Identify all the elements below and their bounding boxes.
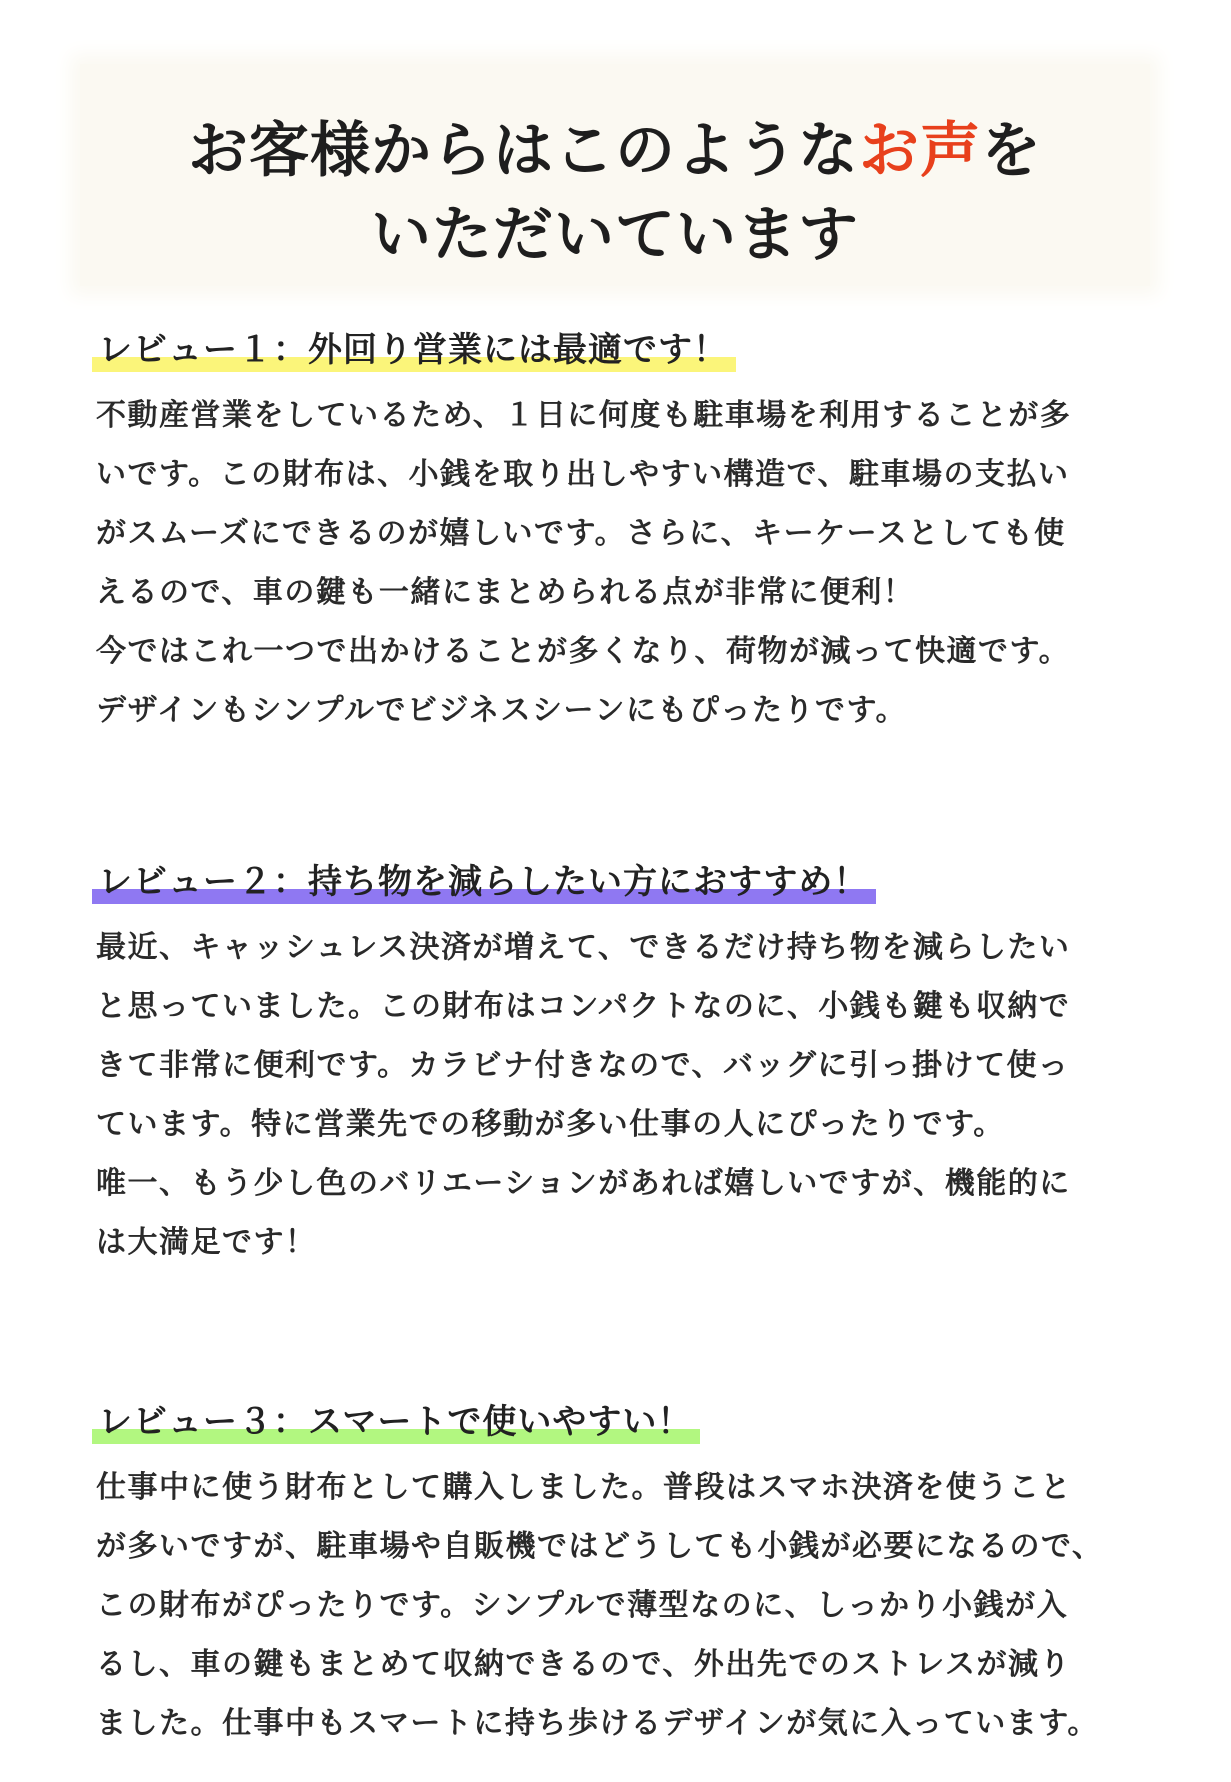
review-body: 最近、キャッシュレス決済が増えて、できるだけ持ち物を減らしたい と思っていました。この財布はコンパクトなのに、小銭も鍵も収納で きて非常に便利です。カラビナ付きなので、バッグに引っ掛けて使っ ています。特に営業先での移動が多い仕事の人にぴったりです。 唯一、もう少し色のバリエーションがあれば嬉しいですが、機能的に は大満足です！ (96, 930, 1071, 1260)
review-1 (92, 328, 1142, 740)
title-line2: いただいています (371, 200, 859, 270)
review-body: 不動産営業をしているため、１日に何度も駐車場を利用することが多 いです。この財布は、小銭を取り出しやすい構造で、駐車場の支払い がスムーズにできるのが嬉しいです。さらに、キーケースとしても使 えるので、車の鍵も一緒にまとめられる点が非常に便利！ 今ではこれ一つで出かけることが多くなり、荷物が減って快適です。 デザインもシンプルでビジネスシーンにもぴったりです。 (96, 398, 1072, 728)
page-title (80, 64, 1150, 277)
review-heading: レビュー３：スマートで使いやすい！ (92, 1400, 700, 1444)
review-2 (92, 860, 1142, 1272)
title-part1: お客様からはこのような (188, 116, 859, 186)
review-heading: レビュー２：持ち物を減らしたい方におすすめ！ (92, 860, 876, 904)
review-heading: レビュー１：外回り営業には最適です！ (92, 328, 736, 372)
review-body: 仕事中に使う財布として購入しました。普段はスマホ決済を使うこと が多いですが、駐車場や自販機ではどうしても小銭が必要になるので、 この財布がぴったりです。シンプルで薄型なのに、しっかり小銭が入 るし、車の鍵もまとめて収納できるので、外出先でのストレスが減り ました。仕事中もスマートに持ち歩けるデザインが気に入っています。 (96, 1470, 1104, 1741)
header-box (80, 64, 1150, 286)
review-3 (92, 1400, 1142, 1753)
title-accent: お声 (859, 116, 981, 186)
title-part2: を (981, 116, 1042, 186)
